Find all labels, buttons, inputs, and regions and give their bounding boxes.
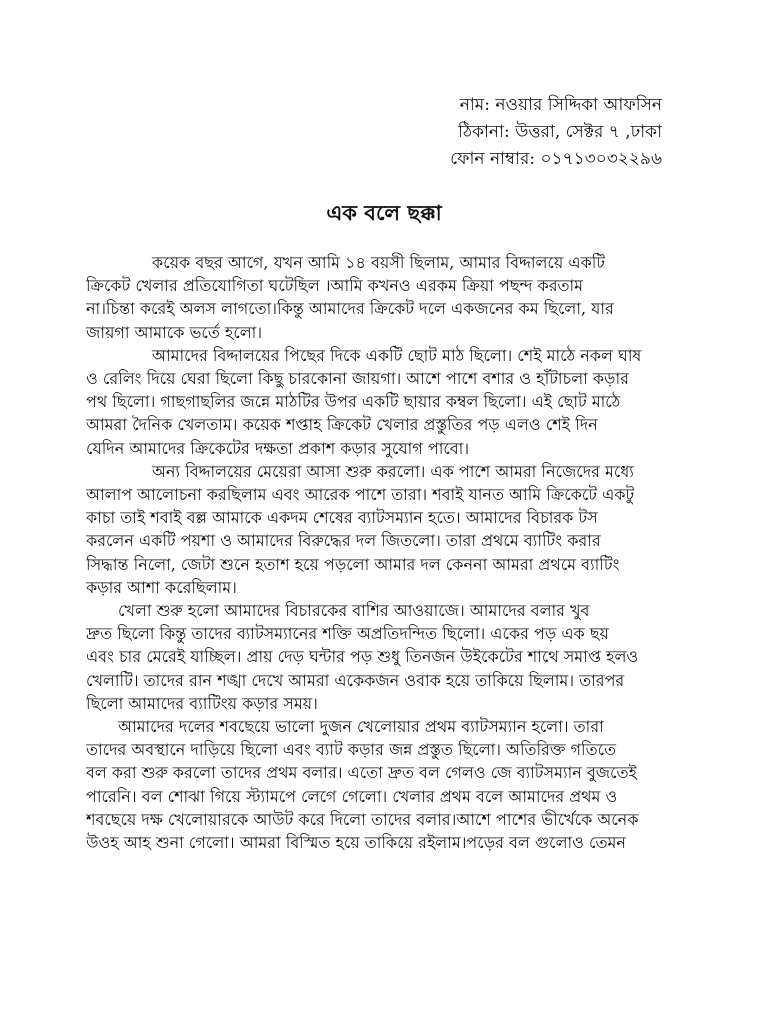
- text-line: তাদের অবস্থানে দাড়িয়ে ছিলো এবং ব্যাট কড়ার জন্ন প্রস্তুত ছিলো। অতিরিক্ত গতিতে: [86, 740, 617, 760]
- text-line: আমাদের দলের শবছেয়ে ভালো দুজন খেলোয়ার প্রথম ব্যাটসম্যান হলো। তারা: [118, 717, 604, 737]
- text-line: ক্রিকেট খেলার প্রতিযোগিতা ঘটেছিল ।আমি কখনও এরকম ক্রিয়া পছন্দ করতাম: [86, 276, 584, 296]
- paragraph-5: [86, 715, 682, 854]
- paragraph-3: [86, 460, 682, 599]
- text-line: আমাদের বিদ্দালয়ের পিছের দিকে একটি ছোট মাঠ ছিলো। শেই মাঠে নকল ঘাষ: [152, 345, 642, 365]
- text-line: এবং চার মেরেই যাচ্ছিল। প্রায় দেড় ঘন্টার পড় শুধু তিনজন উইকেটের শাথে সমাপ্ত হলও: [86, 647, 639, 667]
- essay-body: [86, 251, 682, 854]
- text-line: আলাপ আলোচনা করছিলাম এবং আরেক পাশে তারা। শবাই যানত আমি ক্রিকেটে একটু: [86, 485, 635, 505]
- author-address: ঠিকানা: উত্তরা, সেক্টর ৭ ,ঢাকা: [458, 122, 662, 142]
- text-line: সিদ্ধান্ত নিলো, জেটা শুনে হতাশ হয়ে পড়লো আমার দল কেননা আমরা প্রথমে ব্যাটিং: [86, 554, 620, 574]
- author-name: নাম: নওয়ার সিদ্দিকা আফসিন: [459, 95, 662, 115]
- text-line: দ্রুত ছিলো কিন্তু তাদের ব্যাটসম্যানের শক্তি অপ্রতিদন্দিত ছিলো। একের পড় এক ছয়: [86, 624, 609, 644]
- text-line: বল করা শুরু করলো তাদের প্রথম বলার। এতো দ্রুত বল গেলও জে ব্যাটসম্যান বুজতেই: [86, 763, 637, 783]
- author-info: [450, 92, 662, 173]
- text-line: পারেনি। বল শোঝা গিয়ে স্ট্যামপে লেগে গেলো। খেলার প্রথম বলে আমাদের প্রথম ও: [86, 786, 618, 806]
- author-phone: ফোন নাম্বার: ০১৭১৩০৩২২৯৬: [450, 149, 662, 169]
- paragraph-1: [86, 251, 682, 344]
- text-line: খেলাটি। তাদের রান শঙ্খা দেখে আমরা একেকজন ওবাক হয়ে তাকিয়ে ছিলাম। তারপর: [86, 670, 625, 690]
- text-line: কাচা তাই শবাই বল্ল আমাকে একদম শেষের ব্যাটসম্যান হতে। আমাদের বিচারক টস: [86, 508, 598, 528]
- text-line: না।চিন্তা করেই অলস লাগতো।কিন্তু আমাদের ক্রিকেট দলে একজনের কম ছিলো, যার: [86, 299, 614, 319]
- paragraph-4: [86, 599, 682, 715]
- text-line: ও রেলিং দিয়ে ঘেরা ছিলো কিছু চারকোনা জায়গা। আশে পাশে বশার ও হাঁটাচলা কড়ার: [86, 369, 629, 389]
- text-line: শবছেয়ে দক্ষ খেলোয়ারকে আউট করে দিলো তাদের বলার।আশে পাশের ভীর্খেকে অনেক: [86, 809, 639, 829]
- text-line: খেলা শুরু হলো আমাদের বিচারকের বাশির আওয়াজে। আমাদের বলার খুব: [118, 601, 590, 621]
- text-line: অন্য বিদ্দালয়ের মেয়েরা আসা শুরু করলো। এক পাশে আমরা নিজেদের মধ্যে: [152, 461, 634, 481]
- text-line: আমরা দৈনিক খেলতাম। কয়েক শপ্তাহ ক্রিকেট খেলার প্রস্তুতির পড় এলও শেই দিন: [86, 415, 598, 435]
- text-line: কড়ার আশা করেছিলাম।: [86, 577, 237, 597]
- text-line: পথ ছিলো। গাছগাছলির জন্নে মাঠটির উপর একটি ছায়ার কম্বল ছিলো। এই ছোট মাঠে: [86, 392, 621, 412]
- text-line: ছিলো আমাদের ব্যাটিংয় কড়ার সময়।: [86, 693, 318, 713]
- text-line: কয়েক বছর আগে, যখন আমি ১৪ বয়সী ছিলাম, আমার বিদ্দালয়ে একটি: [152, 253, 606, 272]
- text-line: উওহ আহ শুনা গেলো। আমরা বিস্মিত হয়ে তাকিয়ে রইলাম।পড়ের বল গুলোও তেমন: [86, 833, 626, 853]
- text-line: জায়গা আমাকে ভর্তে হলো।: [86, 322, 263, 342]
- paragraph-2: [86, 344, 682, 460]
- text-line: যেদিন আমাদের ক্রিকেটের দক্ষতা প্রকাশ কড়ার সুযোগ পাবো।: [86, 438, 470, 458]
- text-line: করলেন একটি পয়শা ও আমাদের বিরুদ্ধের দল জিতলো। তারা প্রথমে ব্যাটিং করার: [86, 531, 601, 551]
- document-title: এক বলে ছক্কা: [326, 200, 442, 225]
